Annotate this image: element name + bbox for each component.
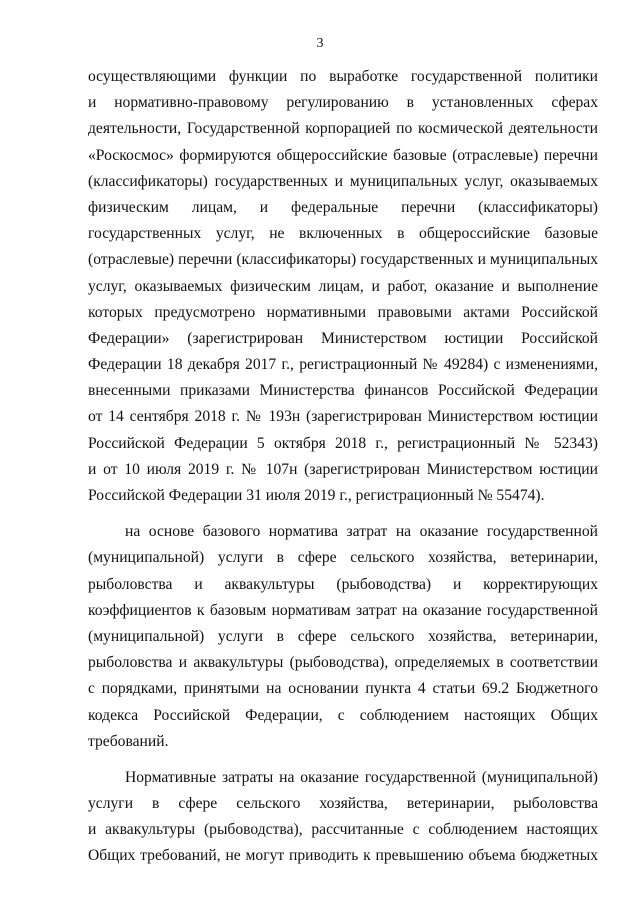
text-line: услуг, оказываемых физическим лицам, и работ, оказание и выполнение — [88, 277, 598, 295]
text-line: Российской Федерации 5 октября 2018 г., регистрационный № 52343) — [88, 434, 598, 452]
text-line: услуги в сфере сельского хозяйства, ветеринарии, рыболовства — [88, 795, 598, 813]
text-line: осуществляющими функции по выработке государственной политики — [88, 68, 598, 85]
page-number: 3 — [316, 36, 324, 51]
text-line: (муниципальной) услуги в сфере сельского хозяйства, ветеринарии, — [88, 549, 598, 567]
paragraph-1 — [88, 64, 598, 509]
text-line: кодекса Российской Федерации, с соблюдением настоящих Общих — [88, 706, 598, 724]
text-line: (муниципальной) услуги в сфере сельского хозяйства, ветеринарии, — [88, 627, 598, 645]
text-line: Нормативные затраты на оказание государственной (муниципальной) — [125, 768, 598, 786]
text-line: от 14 сентября 2018 г. № 193н (зарегистрирован Министерством юстиции — [88, 408, 598, 426]
text-line: Федерации 18 декабря 2017 г., регистрационный № 49284) с изменениями, — [88, 356, 598, 374]
text-line: рыболовства и аквакультуры (рыбоводства) и корректирующих — [88, 575, 598, 593]
text-line: которых предусмотрено нормативными правовыми актами Российской — [88, 303, 598, 321]
text-line: государственных услуг, не включенных в общероссийские базовые — [88, 225, 598, 243]
text-line: коэффициентов к базовым нормативам затрат на оказание государственной — [88, 601, 598, 619]
text-line: физическим лицам, и федеральные перечни (классификаторы) — [88, 198, 598, 216]
text-line: «Роскосмос» формируются общероссийские базовые (отраслевые) перечни — [88, 146, 598, 164]
text-line: требований. — [88, 732, 169, 750]
text-line: Российской Федерации 31 июля 2019 г., регистрационный № 55474). — [88, 487, 545, 504]
text-line: Общих требований, не могут приводить к превышению объема бюджетных — [88, 847, 598, 865]
text-line: с порядками, принятыми на основании пункта 4 статьи 69.2 Бюджетного — [88, 680, 598, 698]
text-line: и аквакультуры (рыбоводства), рассчитанные с соблюдением настоящих — [88, 821, 598, 839]
text-line: (отраслевые) перечни (классификаторы) государственных и муниципальных — [88, 251, 598, 269]
text-line: рыболовства и аквакультуры (рыбоводства), определяемых в соответствии — [88, 654, 598, 672]
text-line: (классификаторы) государственных и муниципальных услуг, оказываемых — [88, 172, 598, 190]
text-line: Федерации» (зарегистрирован Министерством юстиции Российской — [88, 329, 598, 347]
paragraph-2 — [88, 519, 598, 755]
text-line: и нормативно-правовому регулированию в установленных сферах — [88, 94, 598, 112]
document-body — [88, 64, 598, 870]
paragraph-3 — [88, 765, 598, 870]
text-line: и от 10 июля 2019 г. № 107н (зарегистрирован Министерством юстиции — [88, 460, 598, 478]
text-line: на основе базового норматива затрат на оказание государственной — [125, 523, 598, 541]
text-line: внесенными приказами Министерства финансов Российской Федерации — [88, 382, 598, 400]
text-line: деятельности, Государственной корпорацией по космической деятельности — [88, 120, 598, 138]
